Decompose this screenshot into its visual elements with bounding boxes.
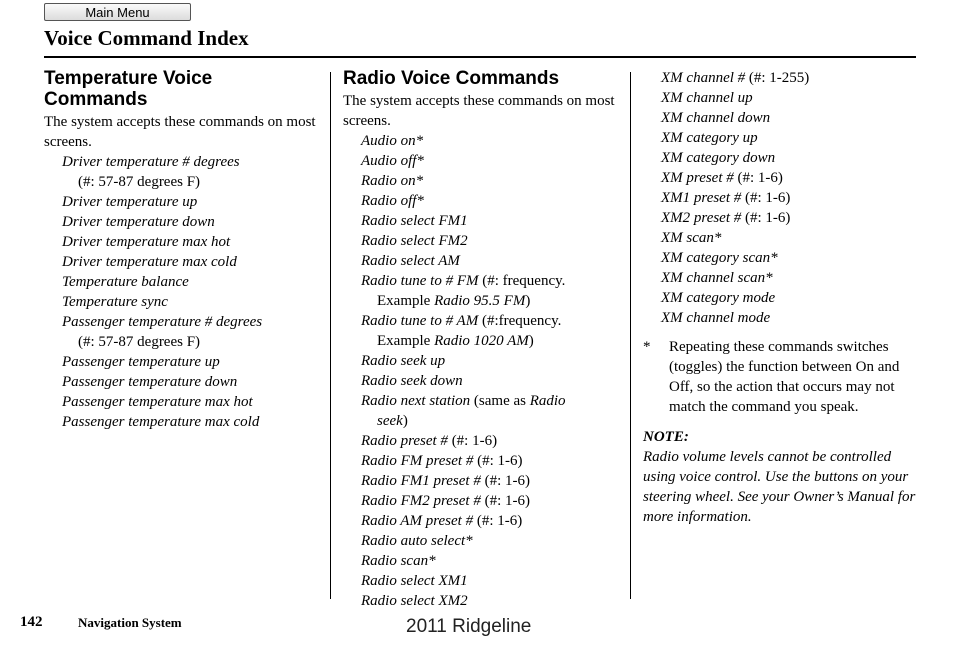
command-item — [643, 248, 923, 268]
command-detail: (#: 1-6) — [473, 453, 523, 469]
command-text: Temperature sync — [62, 294, 168, 310]
command-text: Radio on* — [361, 173, 424, 189]
command-item — [643, 208, 923, 228]
command-detail: (#: 1-6) — [741, 210, 791, 226]
command-detail: (#: 1-6) — [480, 493, 530, 509]
page-number: 142 — [20, 614, 43, 630]
command-text: Radio auto select* — [361, 533, 473, 549]
command-item — [44, 292, 320, 312]
command-text: Driver temperature # degrees — [62, 154, 240, 170]
command-item — [44, 252, 320, 272]
command-subline — [62, 172, 320, 192]
command-item — [643, 68, 923, 88]
footnote-marker: * — [643, 339, 651, 355]
command-text: Radio select FM1 — [361, 213, 468, 229]
command-detail: (#: 1-6) — [741, 190, 791, 206]
command-item — [343, 191, 623, 211]
command-item — [343, 251, 623, 271]
command-subline — [62, 332, 320, 352]
command-detail: (#: 1-6) — [480, 473, 530, 489]
command-text: Radio off* — [361, 193, 424, 209]
page-title: Voice Command Index — [44, 26, 249, 50]
temperature-commands-column — [44, 68, 320, 432]
radio-command-list — [343, 131, 623, 611]
xm-commands-column — [643, 68, 923, 527]
command-detail: (#: 1-6) — [447, 433, 498, 449]
command-text: XM1 preset # — [661, 190, 742, 206]
command-text: Radio seek down — [361, 373, 463, 389]
command-item — [44, 412, 320, 432]
command-text: Driver temperature down — [62, 214, 215, 230]
command-text: XM category scan* — [661, 250, 778, 266]
command-text: Audio on* — [361, 133, 424, 149]
command-text: XM category mode — [661, 290, 776, 306]
command-item — [643, 228, 923, 248]
command-detail: (#:frequency. — [478, 313, 562, 329]
command-example: Radio 95.5 FM — [434, 293, 526, 309]
command-detail: (same as — [470, 393, 530, 409]
section-intro: The system accepts these commands on most screens. — [343, 93, 615, 129]
column-divider — [330, 72, 331, 599]
title-rule — [44, 56, 916, 58]
command-text: XM category up — [661, 130, 758, 146]
command-detail: (#: frequency. — [478, 273, 566, 289]
command-item — [343, 171, 623, 191]
footer-label: Navigation System — [78, 615, 182, 630]
command-item — [343, 131, 623, 151]
command-item — [643, 168, 923, 188]
command-subline — [361, 331, 623, 351]
command-text: XM channel mode — [661, 310, 771, 326]
command-text: XM channel scan* — [661, 270, 773, 286]
command-item — [343, 531, 623, 551]
command-item — [643, 288, 923, 308]
note-text: Radio volume levels cannot be controlled using voice control. Use the buttons on your steering wheel. See your Owner’s Manual for more information. — [643, 449, 916, 525]
command-item — [343, 491, 623, 511]
command-text: Radio next station — [361, 393, 471, 409]
command-detail: ) — [525, 293, 531, 309]
command-item — [343, 591, 623, 611]
command-detail: (#: 1-6) — [473, 513, 523, 529]
command-item — [44, 312, 320, 352]
command-item — [343, 231, 623, 251]
command-detail: ) — [402, 413, 408, 429]
command-text: Radio tune to # FM — [361, 273, 479, 289]
temperature-command-list — [44, 152, 320, 432]
watermark: 2011 Ridgeline — [406, 616, 532, 637]
command-text: Passenger temperature # degrees — [62, 314, 263, 330]
command-item — [44, 372, 320, 392]
command-text: Driver temperature up — [62, 194, 198, 210]
command-subline — [361, 291, 623, 311]
command-text: Radio select XM1 — [361, 573, 468, 589]
command-text: Radio select XM2 — [361, 593, 468, 609]
section-heading-temperature: Temperature Voice Commands — [44, 68, 213, 110]
command-item — [44, 352, 320, 372]
command-text: Radio FM preset # — [361, 453, 474, 469]
command-detail: ) — [528, 333, 534, 349]
command-item — [343, 551, 623, 571]
command-text: Radio select AM — [361, 253, 460, 269]
command-reference: Radio — [529, 393, 566, 409]
command-text: Passenger temperature up — [62, 354, 220, 370]
xm-command-list — [643, 68, 923, 328]
column-divider — [630, 72, 631, 599]
command-text: XM category down — [661, 150, 776, 166]
command-item — [643, 148, 923, 168]
command-detail: (#: 1-6) — [733, 170, 783, 186]
command-text: Radio AM preset # — [361, 513, 474, 529]
command-text: Driver temperature max hot — [62, 234, 231, 250]
command-text: Passenger temperature max cold — [62, 414, 260, 430]
command-item — [643, 268, 923, 288]
footnote-text: Repeating these commands switches (toggles) the function between On and Off, so the action that occurs may not match the command you speak. — [669, 339, 900, 415]
command-item — [343, 451, 623, 471]
command-text: XM preset # — [661, 170, 734, 186]
section-heading-radio: Radio Voice Commands — [343, 68, 560, 89]
command-item — [343, 431, 623, 451]
command-item — [643, 108, 923, 128]
section-intro: The system accepts these commands on most screens. — [44, 114, 316, 150]
command-detail: (#: 1-255) — [745, 70, 810, 86]
command-detail: Example — [377, 333, 435, 349]
command-item — [343, 271, 623, 311]
command-text: Radio select FM2 — [361, 233, 468, 249]
command-item — [643, 308, 923, 328]
main-menu-button[interactable]: Main Menu — [44, 3, 191, 21]
command-subline — [361, 411, 623, 431]
command-text: XM channel down — [661, 110, 771, 126]
command-item — [643, 188, 923, 208]
command-item — [343, 391, 623, 431]
footnote — [643, 337, 923, 417]
command-text: Radio FM1 preset # — [361, 473, 481, 489]
command-text: Driver temperature max cold — [62, 254, 237, 270]
command-example: Radio 1020 AM — [434, 333, 529, 349]
command-text: Audio off* — [361, 153, 424, 169]
command-text: XM channel # — [661, 70, 746, 86]
command-text: Temperature balance — [62, 274, 189, 290]
command-item — [44, 192, 320, 212]
command-item — [643, 88, 923, 108]
command-text: Radio scan* — [361, 553, 436, 569]
command-item — [44, 212, 320, 232]
command-text: Radio seek up — [361, 353, 446, 369]
radio-commands-column — [343, 68, 623, 611]
note-label: NOTE: — [643, 429, 689, 445]
command-detail: Example — [377, 293, 435, 309]
command-text: Passenger temperature max hot — [62, 394, 253, 410]
command-item — [44, 232, 320, 252]
command-item — [343, 211, 623, 231]
command-text: XM channel up — [661, 90, 753, 106]
command-item — [343, 311, 623, 351]
command-example: seek — [377, 413, 403, 429]
command-text: Radio preset # — [361, 433, 448, 449]
command-item — [44, 152, 320, 192]
command-item — [44, 272, 320, 292]
command-text: Passenger temperature down — [62, 374, 238, 390]
command-item — [44, 392, 320, 412]
command-item — [343, 351, 623, 371]
command-item — [343, 151, 623, 171]
command-item — [643, 128, 923, 148]
command-text: XM scan* — [661, 230, 722, 246]
command-item — [343, 371, 623, 391]
command-text: Radio FM2 preset # — [361, 493, 481, 509]
command-item — [343, 511, 623, 531]
command-item — [343, 471, 623, 491]
command-text: Radio tune to # AM — [361, 313, 479, 329]
command-detail: (#: 57-87 degrees F) — [78, 334, 201, 350]
command-detail: (#: 57-87 degrees F) — [78, 174, 201, 190]
command-text: XM2 preset # — [661, 210, 742, 226]
command-item — [343, 571, 623, 591]
